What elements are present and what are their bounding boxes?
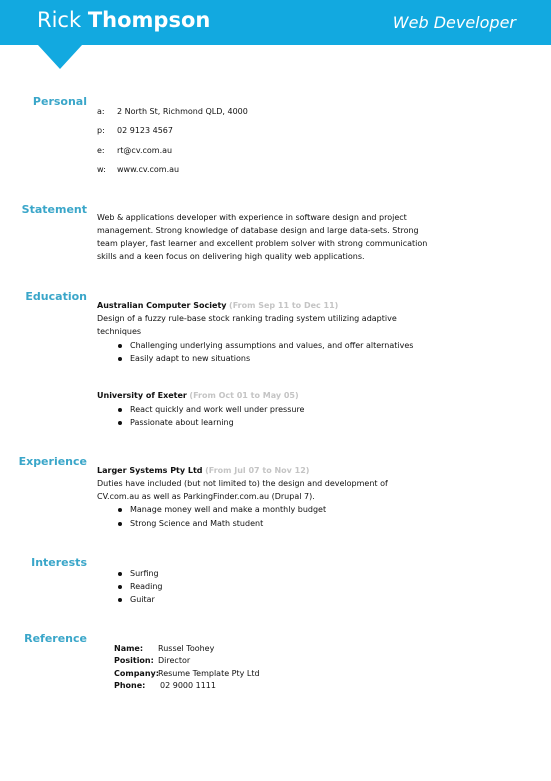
education-bullet: Passionate about learning — [130, 418, 234, 427]
phone-value: 02 9123 4567 — [117, 126, 173, 135]
email-value: rt@cv.com.au — [117, 146, 173, 155]
education-bullet: Easily adapt to new situations — [130, 354, 251, 363]
education-bullet: Challenging underlying assumptions and values, and offer alternatives — [130, 341, 414, 350]
section-heading-statement: Statement — [21, 203, 87, 216]
education-entry-header — [97, 300, 338, 313]
bullet-icon — [118, 421, 122, 425]
job-title: Web Developer — [392, 13, 516, 32]
education-desc: Design of a fuzzy rule-base stock ranking trading system utilizing adaptive — [97, 314, 397, 323]
interest-item: Reading — [130, 582, 163, 591]
reference-value: Resume Template Pty Ltd — [158, 669, 260, 678]
section-heading-education: Education — [25, 290, 87, 303]
website-key: w: — [97, 165, 106, 174]
website-value: www.cv.com.au — [117, 165, 180, 174]
reference-value: Director — [158, 656, 191, 665]
bullet-icon — [118, 522, 122, 526]
education-desc: techniques — [97, 327, 142, 336]
reference-value: 02 9000 1111 — [160, 681, 216, 690]
bullet-icon — [118, 585, 122, 589]
education-org: University of Exeter — [97, 391, 187, 400]
bullet-icon — [118, 408, 122, 412]
experience-bullet: Manage money well and make a monthly budget — [130, 505, 327, 514]
education-org: Australian Computer Society — [97, 301, 227, 310]
education-date: (From Oct 01 to May 05) — [189, 391, 299, 400]
section-heading-reference: Reference — [24, 632, 87, 645]
candidate-name: Rick Thompson — [37, 8, 211, 32]
experience-org: Larger Systems Pty Ltd — [97, 466, 203, 475]
statement-line: Web & applications developer with experience in software design and project — [97, 213, 407, 222]
experience-date: (From Jul 07 to Nov 12) — [205, 466, 310, 475]
section-heading-personal: Personal — [32, 95, 87, 108]
statement-line: skills and a keen focus on delivering high quality web applications. — [97, 252, 365, 261]
education-bullet: React quickly and work well under pressure — [130, 405, 305, 414]
header-banner — [0, 0, 551, 45]
education-date: (From Sep 11 to Dec 11) — [229, 301, 339, 310]
address-key: a: — [97, 107, 105, 116]
reference-value: Russel Toohey — [158, 644, 215, 653]
reference-label: Company: — [114, 669, 159, 678]
statement-line: team player, fast learner and excellent problem solver with strong communication — [97, 239, 428, 248]
header-notch — [38, 45, 82, 69]
statement-line: management. Strong knowledge of database design and large data-sets. Strong — [97, 226, 419, 235]
education-entry-header — [97, 390, 299, 403]
experience-bullet: Strong Science and Math student — [130, 519, 264, 528]
experience-entry-header — [97, 465, 309, 478]
bullet-icon — [118, 357, 122, 361]
section-heading-experience: Experience — [18, 455, 87, 468]
phone-key: p: — [97, 126, 105, 135]
bullet-icon — [118, 572, 122, 576]
bullet-icon — [118, 508, 122, 512]
section-heading-interests: Interests — [31, 556, 87, 569]
interest-item: Surfing — [130, 569, 159, 578]
interest-item: Guitar — [130, 595, 155, 604]
email-key: e: — [97, 146, 105, 155]
experience-desc: Duties have included (but not limited to) the design and development of — [97, 479, 388, 488]
reference-label: Position: — [114, 656, 154, 665]
bullet-icon — [118, 344, 122, 348]
address-value: 2 North St, Richmond QLD, 4000 — [117, 107, 248, 116]
bullet-icon — [118, 598, 122, 602]
experience-desc: CV.com.au as well as ParkingFinder.com.au (Drupal 7). — [97, 492, 315, 501]
reference-label: Phone: — [114, 681, 146, 690]
reference-label: Name: — [114, 644, 144, 653]
